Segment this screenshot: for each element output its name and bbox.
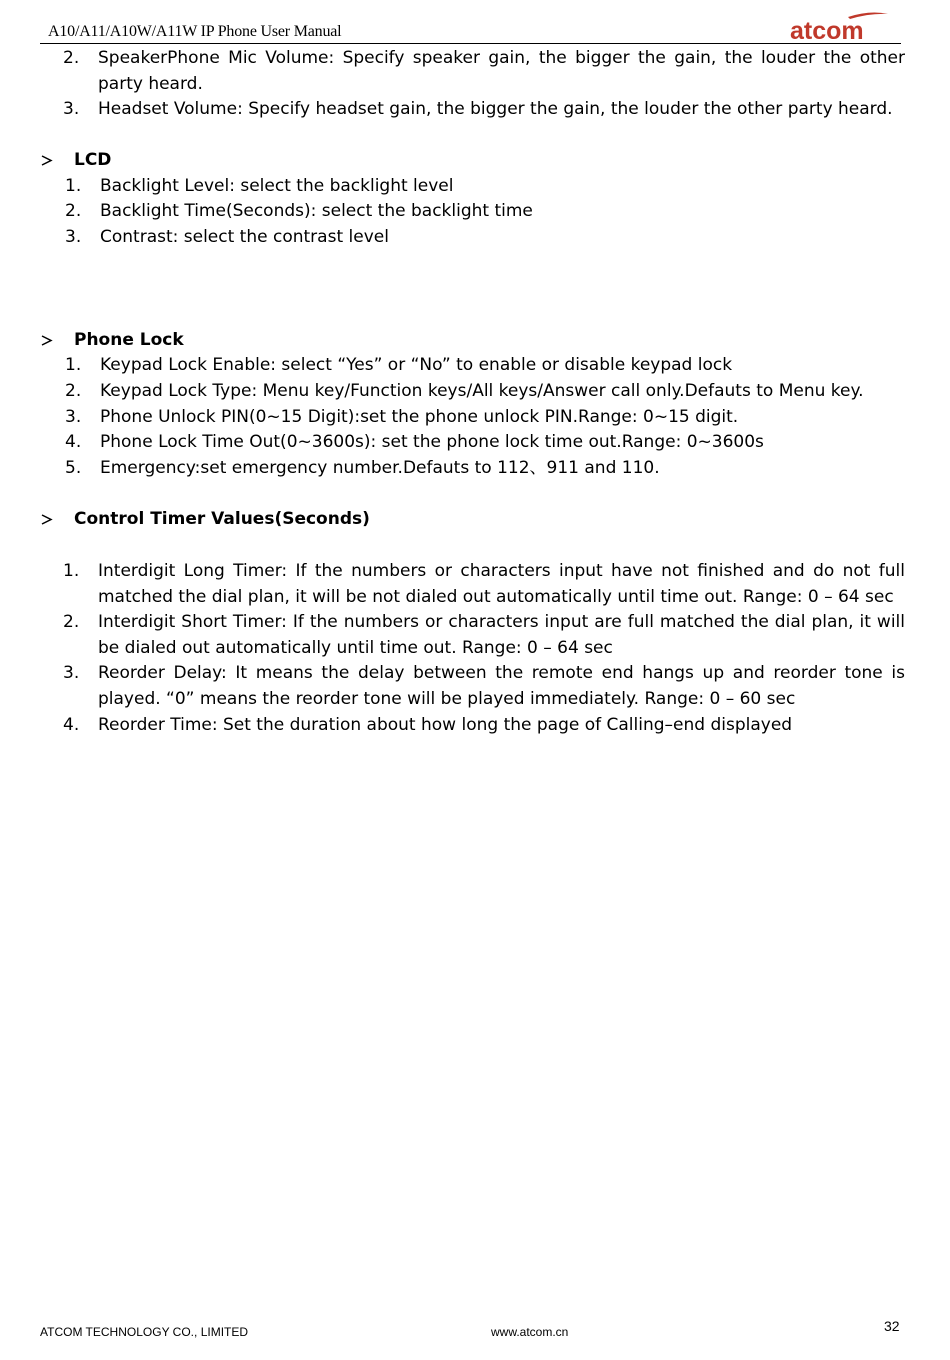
list-item bbox=[65, 174, 905, 200]
list-item bbox=[65, 430, 905, 456]
list-item bbox=[63, 559, 905, 610]
list-item bbox=[65, 379, 905, 405]
list-item bbox=[65, 456, 905, 482]
header-rule bbox=[40, 43, 901, 44]
list-item-text: Emergency:set emergency number.Defauts to 112、911 and 110. bbox=[100, 458, 660, 478]
list-item-number: 2. bbox=[63, 612, 80, 632]
list-item-text: Contrast: select the contrast level bbox=[100, 227, 389, 247]
list-item-text: Keypad Lock Enable: select “Yes” or “No” to enable or disable keypad lock bbox=[100, 355, 733, 375]
list-item-number: 3. bbox=[65, 407, 82, 427]
list-item bbox=[65, 353, 905, 379]
list-item-text: Backlight Level: select the backlight level bbox=[100, 176, 454, 196]
list-item-text: Interdigit Short Timer: If the numbers or characters input are full matched the dial plan, it will be dialed out automatically until time out. Range: 0 – 64 sec bbox=[98, 612, 905, 658]
list-item bbox=[63, 610, 905, 661]
header-title: A10/A11/A10W/A11W IP Phone User Manual bbox=[48, 23, 342, 40]
list-item-text: Phone Unlock PIN(0~15 Digit):set the phone unlock PIN.Range: 0~15 digit. bbox=[100, 407, 739, 427]
logo-text: atcom bbox=[790, 17, 864, 44]
list-item bbox=[63, 97, 905, 123]
list-item-number: 1. bbox=[65, 355, 82, 375]
arrow-bullet-icon bbox=[40, 328, 54, 353]
list-item-number: 3. bbox=[63, 99, 80, 119]
list-item-text: Backlight Time(Seconds): select the backlight time bbox=[100, 201, 533, 221]
list-item bbox=[65, 225, 905, 251]
list-item-text: Reorder Time: Set the duration about how long the page of Calling–end displayed bbox=[98, 715, 793, 735]
footer-company: ATCOM TECHNOLOGY CO., LIMITED bbox=[40, 1325, 249, 1339]
list-item-number: 4. bbox=[63, 715, 80, 735]
list-item-text: Interdigit Long Timer: If the numbers or characters input have not finished and do not full matched the dial plan, it will be not dialed out automatically until time out. Range: 0 – 64 sec bbox=[98, 561, 905, 607]
list-item bbox=[65, 405, 905, 431]
section-heading-phone-lock: Phone Lock bbox=[74, 330, 184, 350]
list-item-number: 2. bbox=[65, 381, 82, 401]
list-item-number: 2. bbox=[63, 48, 80, 68]
list-item-number: 1. bbox=[63, 561, 80, 581]
list-item-number: 1. bbox=[65, 176, 82, 196]
list-item-number: 5. bbox=[65, 458, 82, 478]
list-item-number: 2. bbox=[65, 201, 82, 221]
page-number: 32 bbox=[884, 1318, 900, 1334]
list-item-text: Headset Volume: Specify headset gain, the bigger the gain, the louder the other party heard. bbox=[98, 99, 893, 119]
list-item bbox=[63, 713, 905, 739]
list-item-text: Keypad Lock Type: Menu key/Function keys/All keys/Answer call only.Defauts to Menu key. bbox=[100, 381, 864, 401]
footer-url: www.atcom.cn bbox=[491, 1325, 569, 1339]
list-item-text: Reorder Delay: It means the delay between the remote end hangs up and reorder tone is played. “0” means the reorder tone will be played immediately. Range: 0 – 60 sec bbox=[98, 663, 905, 709]
section-heading-control-timer: Control Timer Values(Seconds) bbox=[74, 509, 370, 529]
list-item bbox=[65, 199, 905, 225]
section-heading-lcd: LCD bbox=[74, 150, 112, 170]
arrow-bullet-icon bbox=[40, 148, 54, 173]
list-item-number: 3. bbox=[65, 227, 82, 247]
list-item bbox=[63, 661, 905, 712]
list-item-text: SpeakerPhone Mic Volume: Specify speaker gain, the bigger the gain, the louder the other party heard. bbox=[98, 48, 905, 94]
atcom-logo bbox=[790, 8, 890, 44]
list-item-text: Phone Lock Time Out(0~3600s): set the phone lock time out.Range: 0~3600s bbox=[100, 432, 764, 452]
list-item-number: 3. bbox=[63, 663, 80, 683]
list-item bbox=[63, 46, 905, 97]
arrow-bullet-icon bbox=[40, 507, 54, 532]
list-item-number: 4. bbox=[65, 432, 82, 452]
